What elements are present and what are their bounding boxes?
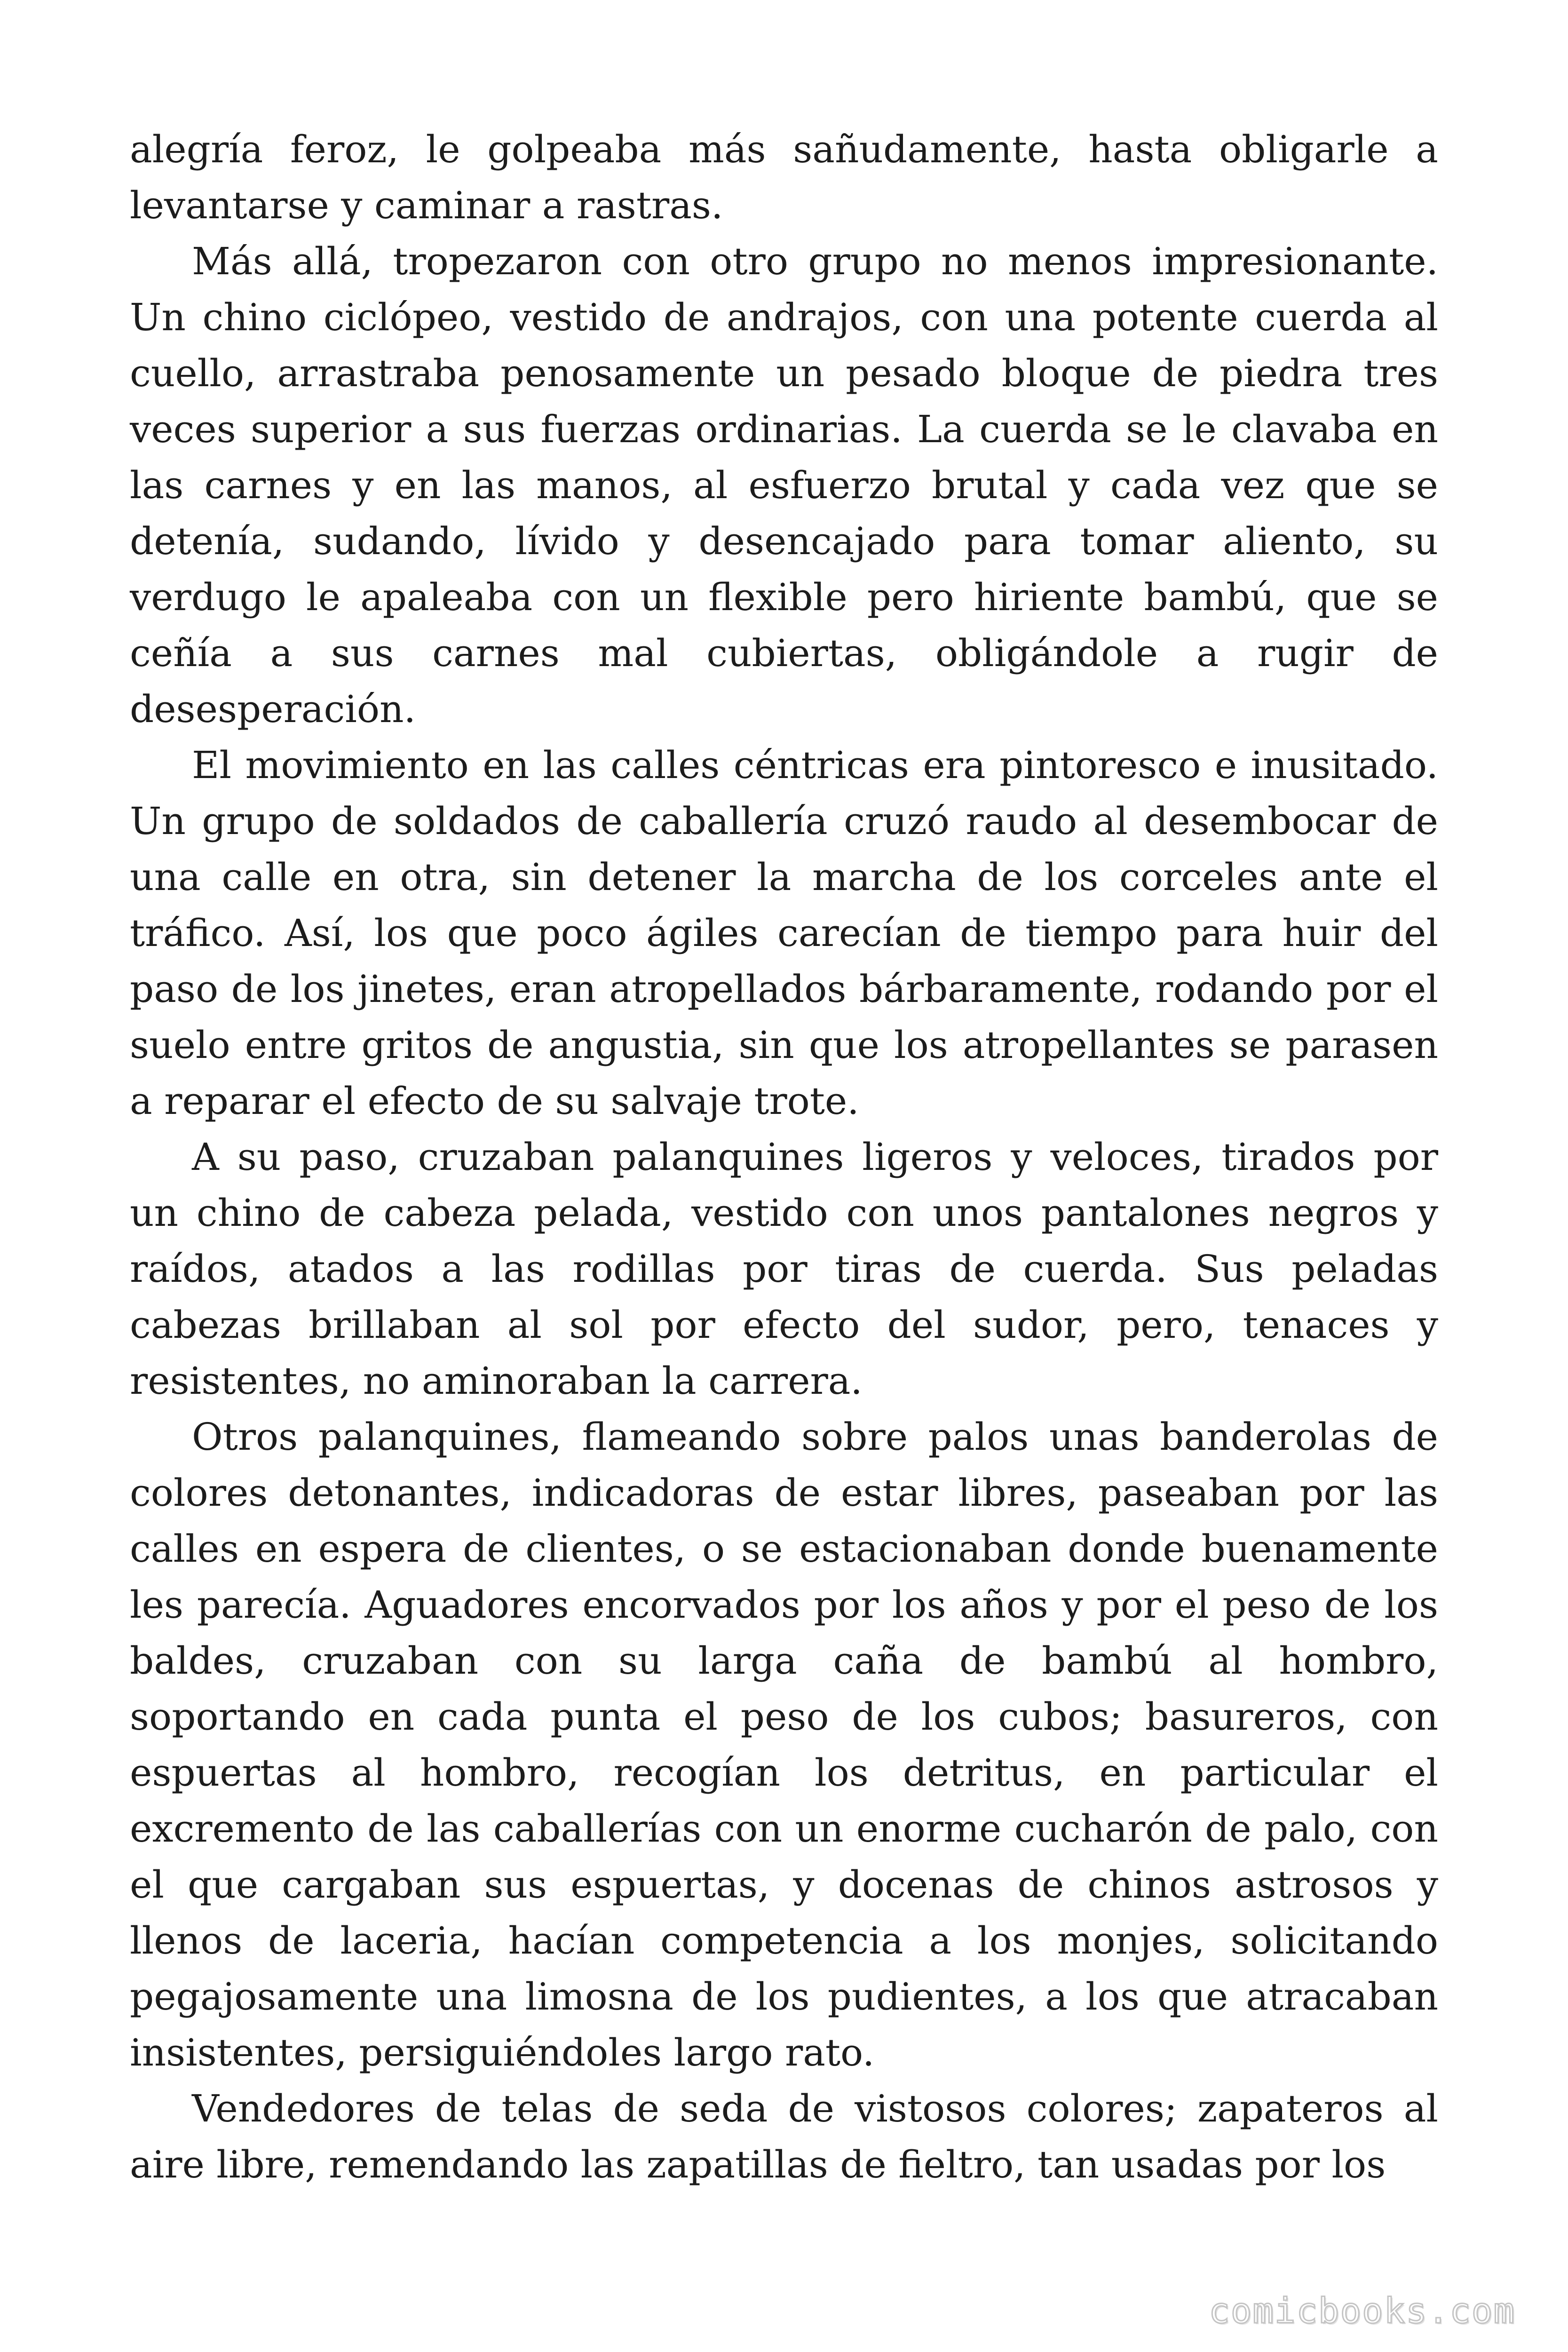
watermark-logo: comicbooks.com [1209, 2291, 1515, 2331]
paragraph-6: Vendedores de telas de seda de vistosos colores; zapateros al aire libre, remendando las zapatillas de fieltro, tan usadas por los [130, 2087, 1438, 2186]
paragraph-1: alegría feroz, le golpeaba más sañudamente, hasta obligarle a levantarse y caminar a rastras. [130, 127, 1438, 227]
paragraph-5: Otros palanquines, flameando sobre palos unas banderolas de colores detonantes, indicadoras de estar libres, paseaban por las calles en espera de clientes, o se estacionaban donde buenamente les parecía. Aguadores encorvados por los años y por el peso de los baldes, cruzaban con su larga caña de bambú al hombro, soportando en cada punta el peso de los cubos; basureros, con espuertas al hombro, recogían los detritus, en particular el excremento de las caballerías con un enorme cucharón de palo, con el que cargaban sus espuertas, y docenas de chinos astrosos y llenos de laceria, hacían competencia a los monjes, solicitando pegajosamente una limosna de los pudientes, a los que atracaban insistentes, persiguiéndoles largo rato. [130, 1415, 1438, 2074]
paragraph-4: A su paso, cruzaban palanquines ligeros y veloces, tirados por un chino de cabeza pelada, vestido con unos pantalones negros y raídos, atados a las rodillas por tiras de cuerda. Sus peladas cabezas brillaban al sol por efecto del sudor, pero, tenaces y resistentes, no aminoraban la carrera. [130, 1135, 1438, 1403]
body-text [130, 121, 1438, 2193]
paragraph-3: El movimiento en las calles céntricas era pintoresco e inusitado. Un grupo de soldados de caballería cruzó raudo al desembocar de una calle en otra, sin detener la marcha de los corceles ante el tráfico. Así, los que poco ágiles carecían de tiempo para huir del paso de los jinetes, eran atropellados bárbaramente, rodando por el suelo entre gritos de angustia, sin que los atropellantes se parasen a reparar el efecto de su salvaje trote. [130, 743, 1438, 1123]
paragraph-2: Más allá, tropezaron con otro grupo no menos impresionante. Un chino ciclópeo, vestido de andrajos, con una potente cuerda al cuello, arrastraba penosamente un pesado bloque de piedra tres veces superior a sus fuerzas ordinarias. La cuerda se le clavaba en las carnes y en las manos, al esfuerzo brutal y cada vez que se detenía, sudando, lívido y desencajado para tomar aliento, su verdugo le apaleaba con un flexible pero hiriente bambú, que se ceñía a sus carnes mal cubiertas, obligándole a rugir de desesperación. [130, 239, 1438, 731]
